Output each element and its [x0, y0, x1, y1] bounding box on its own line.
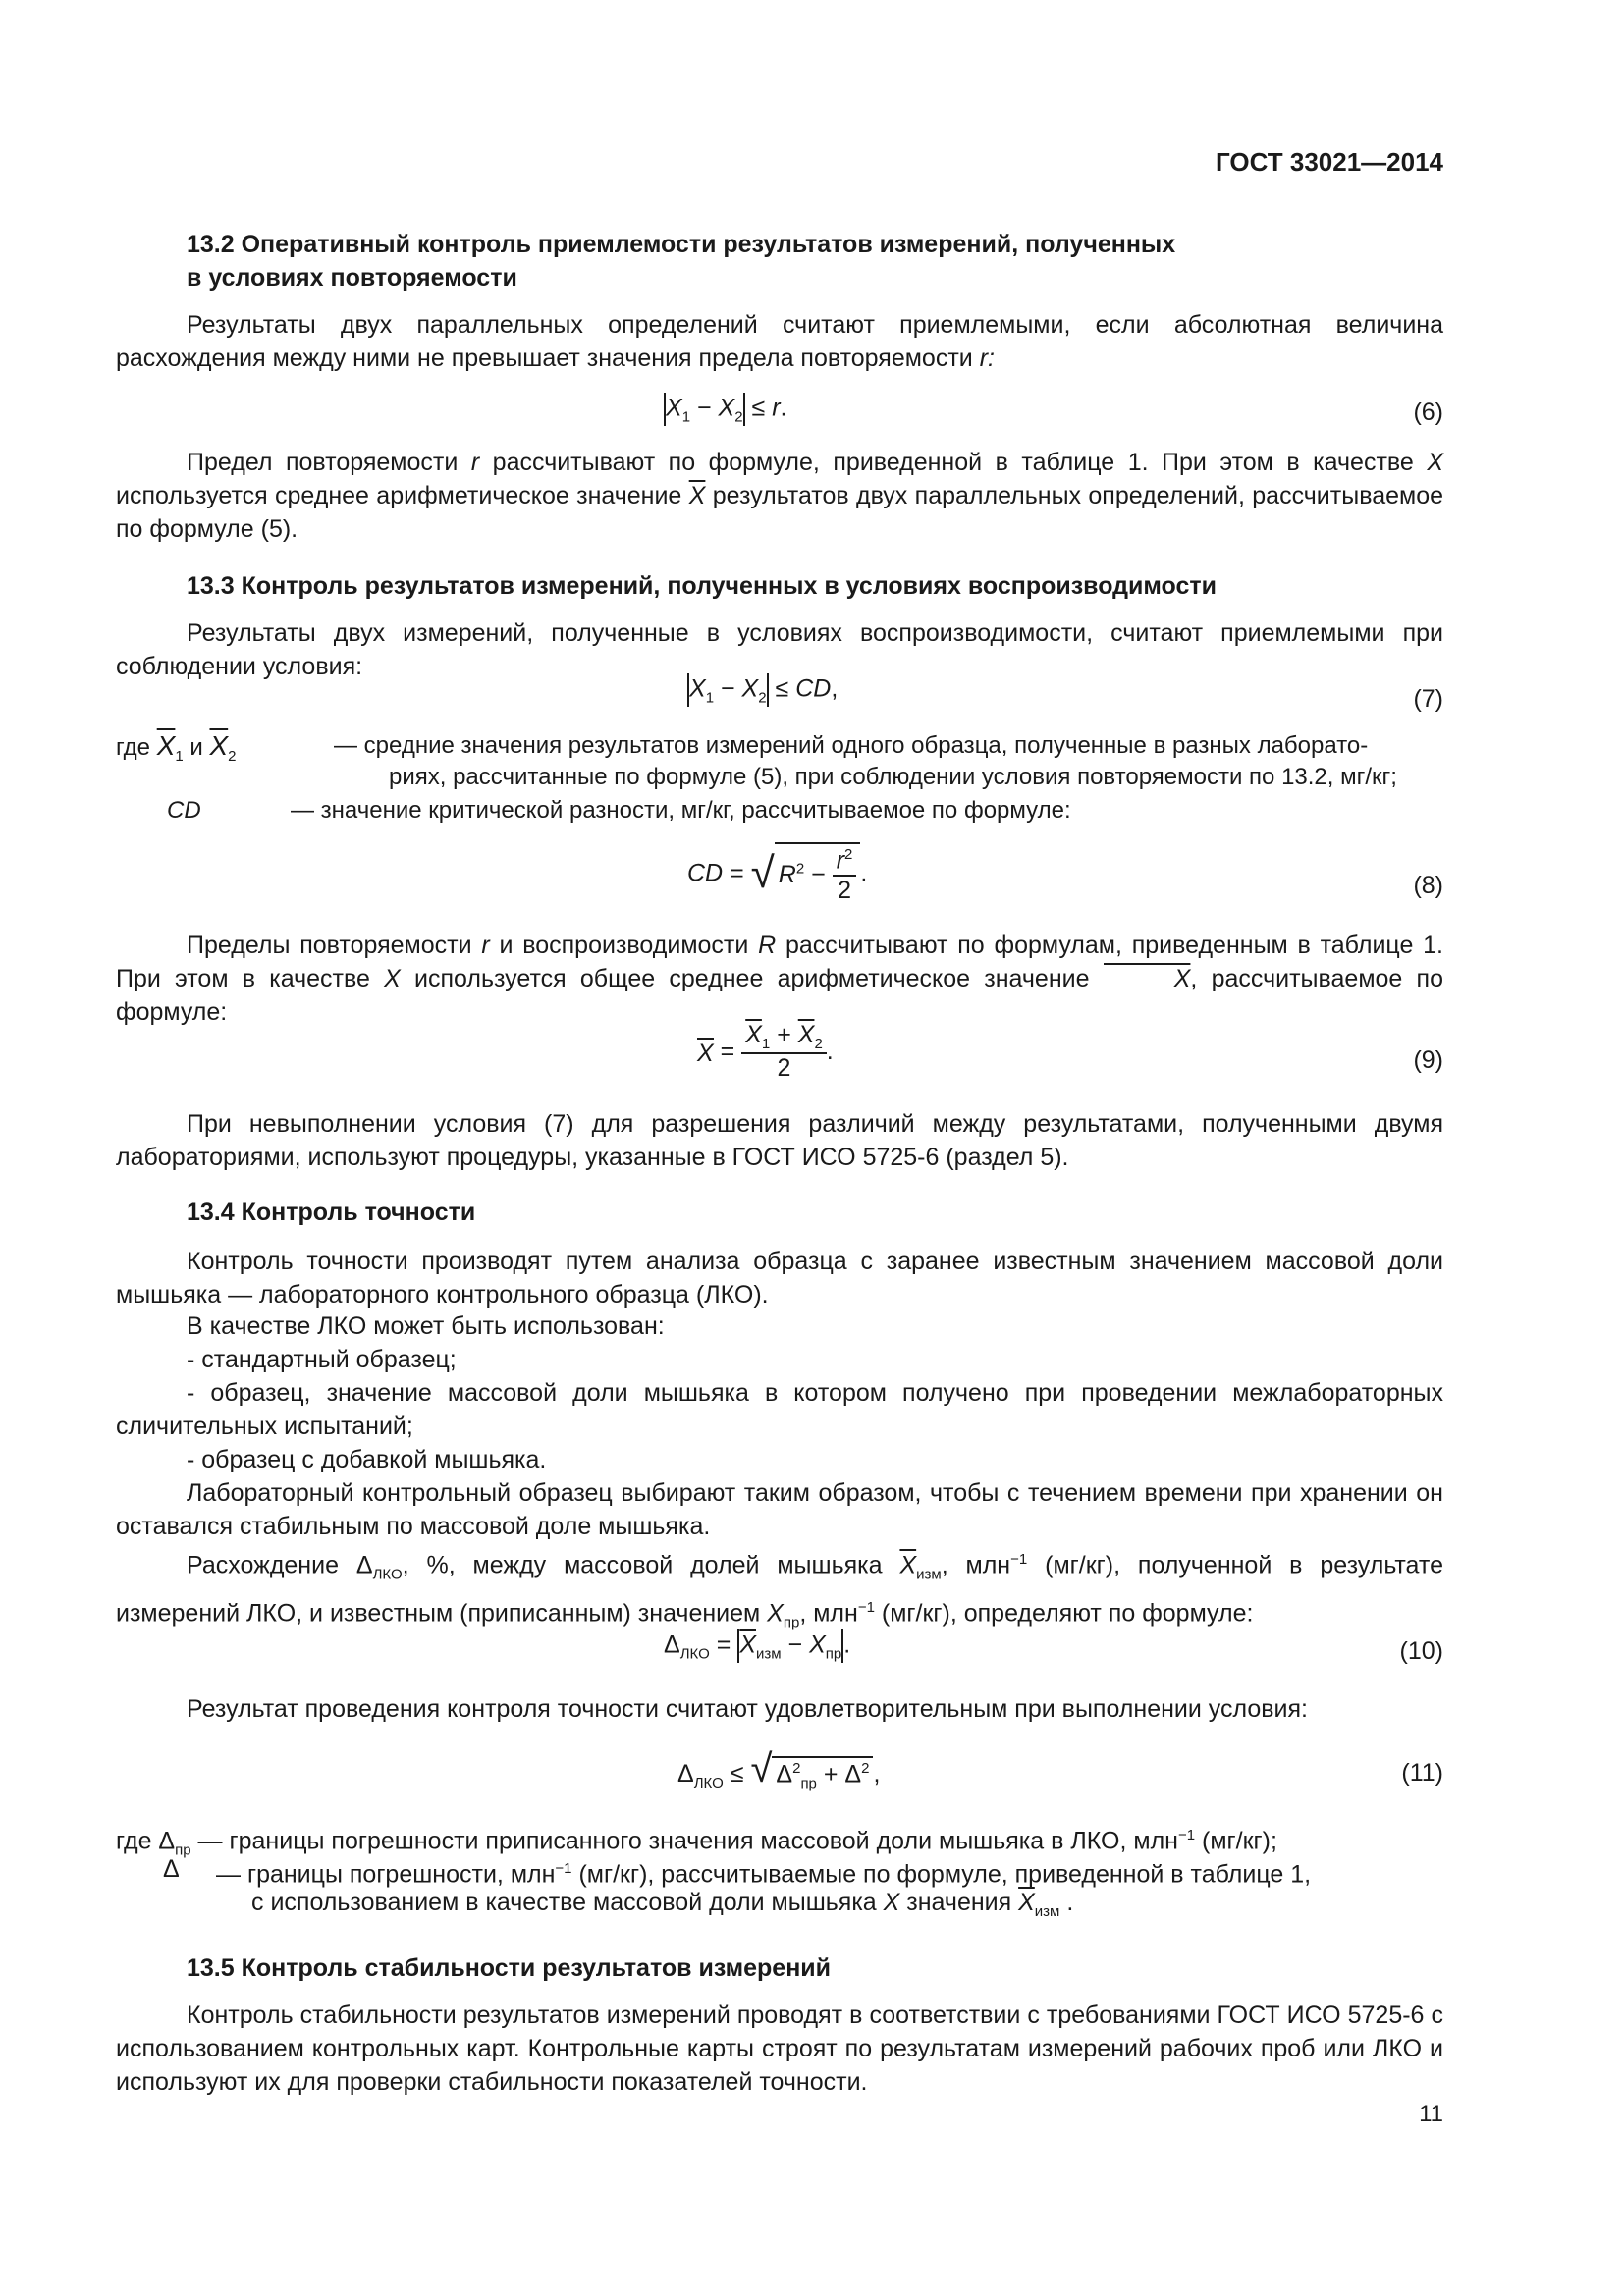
s134-line-2: В качестве ЛКО может быть использован: [187, 1312, 665, 1340]
where-delta-definition-cont: с использованием в качестве массовой доли мышьяка X значения $\overline{X}_{изм}$ . [251, 1889, 1074, 1920]
formula-11: $\Delta_{ЛКО}$ ≤ √ $\Delta^2_{пр} + \Delta^2$ , [677, 1747, 881, 1791]
where-delta-pr-definition: где $\Delta_{пр}$ — границы погрешности приписанного значения массовой доли мышьяка в ЛКО, млн$^{-1}$ (мг/кг); [116, 1827, 1277, 1859]
where-x1-x2-symbols: где $\overline{X}_1$ и $\overline{X}_2$ [116, 730, 237, 765]
section-13-4-heading: 13.4 Контроль точности [187, 1199, 476, 1226]
s134-list-item-3: - образец с добавкой мышьяка. [187, 1446, 547, 1473]
equation-number-10: (10) [1399, 1637, 1443, 1665]
where-x1-x2-definition-cont: риях, рассчитанные по формуле (5), при соблюдении условия повторяемости по 13.2, мг/кг; [389, 764, 1397, 790]
s133-paragraph-3: При невыполнении условия (7) для разрешения различий между результатами, полученными двумя лабораториями, используют процедуры, указанные в ГОСТ ИСО 5725-6 (раздел 5). [116, 1110, 1443, 1171]
section-13-3-heading: 13.3 Контроль результатов измерений, полученных в условиях воспроизводимости [187, 572, 1217, 600]
standard-header: ГОСТ 33021—2014 [1216, 147, 1443, 177]
equation-number-8: (8) [1413, 872, 1443, 899]
s134-paragraph-3: Лабораторный контрольный образец выбирают таким образом, чтобы с течением времени при хранении он оставался стабильным по массовой доле мышьяка. [116, 1479, 1443, 1540]
s132-paragraph-1: Результаты двух параллельных определений считают приемлемыми, если абсолютная величина расхождения между ними не превышает значения предела повторяемости r: [116, 311, 1443, 372]
where-delta-symbol: Δ [163, 1855, 180, 1883]
s135-paragraph-1: Контроль стабильности результатов измерений проводят в соответствии с требованиями ГОСТ ИСО 5725-6 с использованием контрольных карт. Контрольные карты строят по результатам измерений рабочих проб или ЛКО и используют их для проверки стабильности показателей точности. [116, 2002, 1443, 2096]
formula-7: $X_1 - X_2$ ≤ CD, [689, 674, 839, 707]
formula-6: $X_1 - X_2 \le r$. [666, 394, 787, 426]
section-13-2-heading: 13.2 Оперативный контроль приемлемости результатов измерений, полученных в условиях повторяемости [187, 231, 1176, 292]
equation-number-11: (11) [1401, 1759, 1443, 1787]
formula-8: CD = √ $R^2$ − $\frac{r^2}{2}$ . [687, 842, 867, 905]
equation-number-6: (6) [1413, 399, 1443, 426]
s132-paragraph-2: Предел повторяемости r рассчитывают по формуле, приведенной в таблице 1. При этом в качестве X используется среднее арифметическое значение $\overline{X}$ результатов двух параллельных определений, рассчитываемое по формуле (5). [116, 449, 1443, 543]
s134-paragraph-1: Контроль точности производят путем анализа образца с заранее известным значением массовой доли мышьяка — лабораторного контрольного образца (ЛКО). [116, 1248, 1443, 1308]
equation-number-9: (9) [1413, 1046, 1443, 1074]
s134-list-item-2: - образец, значение массовой доли мышьяка в котором получено при проведении межлабораторных сличительных испытаний; [116, 1379, 1443, 1440]
s133-paragraph-1: Результаты двух измерений, полученные в условиях воспроизводимости, считают приемлемыми при соблюдении условия: [116, 619, 1443, 680]
formula-9: $\overline{X}$ = $\frac{\overline{X}_1 + \overline{X}_2}{2}$ . [697, 1021, 834, 1082]
s134-paragraph-4: Расхождение $\Delta_{ЛКО}$, %, между массовой долей мышьяка $\overline{X}_{изм}$, млн$^{-1}$ (мг/кг), полученной в результате измерений ЛКО, и известным (приписанным) значением $X_{пр}$, млн$^{-1}$ (мг/кг), определяют по формуле: [116, 1551, 1443, 1631]
s134-paragraph-5: Результат проведения контроля точности считают удовлетворительным при выполнении условия: [187, 1695, 1309, 1723]
where-cd-symbol: CD [167, 797, 201, 824]
where-x1-x2-definition: — средние значения результатов измерений одного образца, полученные в разных лаборато- [334, 732, 1369, 759]
s133-paragraph-2: Пределы повторяемости r и воспроизводимости R рассчитывают по формулам, приведенным в таблице 1. При этом в качестве X используется общее среднее арифметическое значение $\overline{X}$, рассчитываемое по формуле: [116, 932, 1443, 1026]
where-cd-definition: — значение критической разности, мг/кг, рассчитываемое по формуле: [291, 797, 1071, 824]
equation-number-7: (7) [1413, 685, 1443, 713]
s134-list-item-1: - стандартный образец; [187, 1346, 457, 1373]
page-number: 11 [1419, 2101, 1443, 2127]
section-13-5-heading: 13.5 Контроль стабильности результатов измерений [187, 1954, 832, 1982]
where-delta-definition: — границы погрешности, млн$^{-1}$ (мг/кг), рассчитываемые по формуле, приведенной в таблице 1, [216, 1860, 1312, 1889]
formula-10: $\Delta_{ЛКО} = \overline{X}_{изм} - X_{пр}$. [664, 1630, 851, 1663]
